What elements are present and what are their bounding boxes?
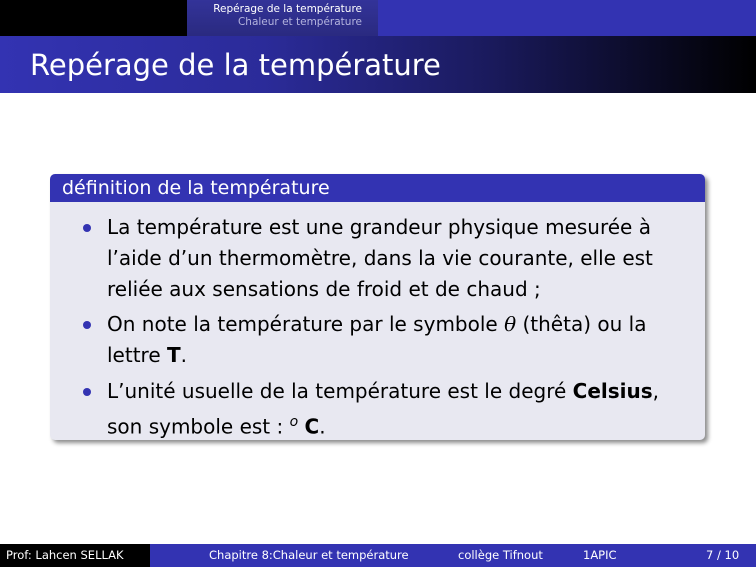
text-segment: , <box>652 379 660 403</box>
text-segment: . <box>319 414 326 439</box>
footer-school: collège Tifnout <box>458 548 543 562</box>
footer-page-number: 7 / 10 <box>706 548 740 562</box>
text-line: La température est une grandeur physique mesurée à <box>107 215 651 239</box>
section-navigation[interactable] <box>187 0 378 36</box>
text-segment: son symbole est : <box>107 414 290 439</box>
bold-letter: T <box>167 343 181 367</box>
text-line: l’aide d’un thermomètre, dans la vie courante, elle est <box>107 246 653 270</box>
definition-block <box>50 174 705 440</box>
text-line: reliée aux sensations de froid et de chaud ; <box>107 277 541 301</box>
block-header <box>50 174 705 202</box>
text-line <box>107 407 687 443</box>
footer <box>0 544 756 567</box>
theta-symbol: θ <box>504 312 517 336</box>
text-segment: . <box>180 343 188 367</box>
footer-level: 1APIC <box>583 548 617 562</box>
list-item-text <box>107 376 687 443</box>
degree-symbol: o <box>289 414 299 430</box>
list-item-text <box>107 212 687 305</box>
nav-section-link[interactable]: Repérage de la température <box>213 3 362 15</box>
nav-bar-left <box>0 0 187 36</box>
text-segment: lettre <box>107 343 167 367</box>
text-line <box>107 309 687 340</box>
block-title: définition de la température <box>62 177 330 199</box>
text-segment: (thêta) ou la <box>516 312 647 336</box>
text-line <box>107 376 687 407</box>
footer-author: Prof: Lahcen SELLAK <box>0 544 150 567</box>
frame-title: Repérage de la température <box>30 48 441 82</box>
text-line <box>107 340 687 371</box>
bullet-icon <box>83 224 91 232</box>
footer-info-bar <box>150 544 756 567</box>
footer-chapter: Chapitre 8:Chaleur et température <box>209 548 409 562</box>
nav-subsection-link[interactable]: Chaleur et température <box>237 16 362 28</box>
text-segment: On note la température par le symbole <box>107 312 505 336</box>
bold-letter: C <box>304 414 320 439</box>
list-item-text <box>107 309 687 371</box>
text-segment: L’unité usuelle de la température est le degré <box>107 379 573 403</box>
bold-word: Celsius <box>572 379 653 403</box>
bullet-icon <box>83 388 91 396</box>
bullet-icon <box>83 321 91 329</box>
nav-bar-right <box>378 0 756 36</box>
